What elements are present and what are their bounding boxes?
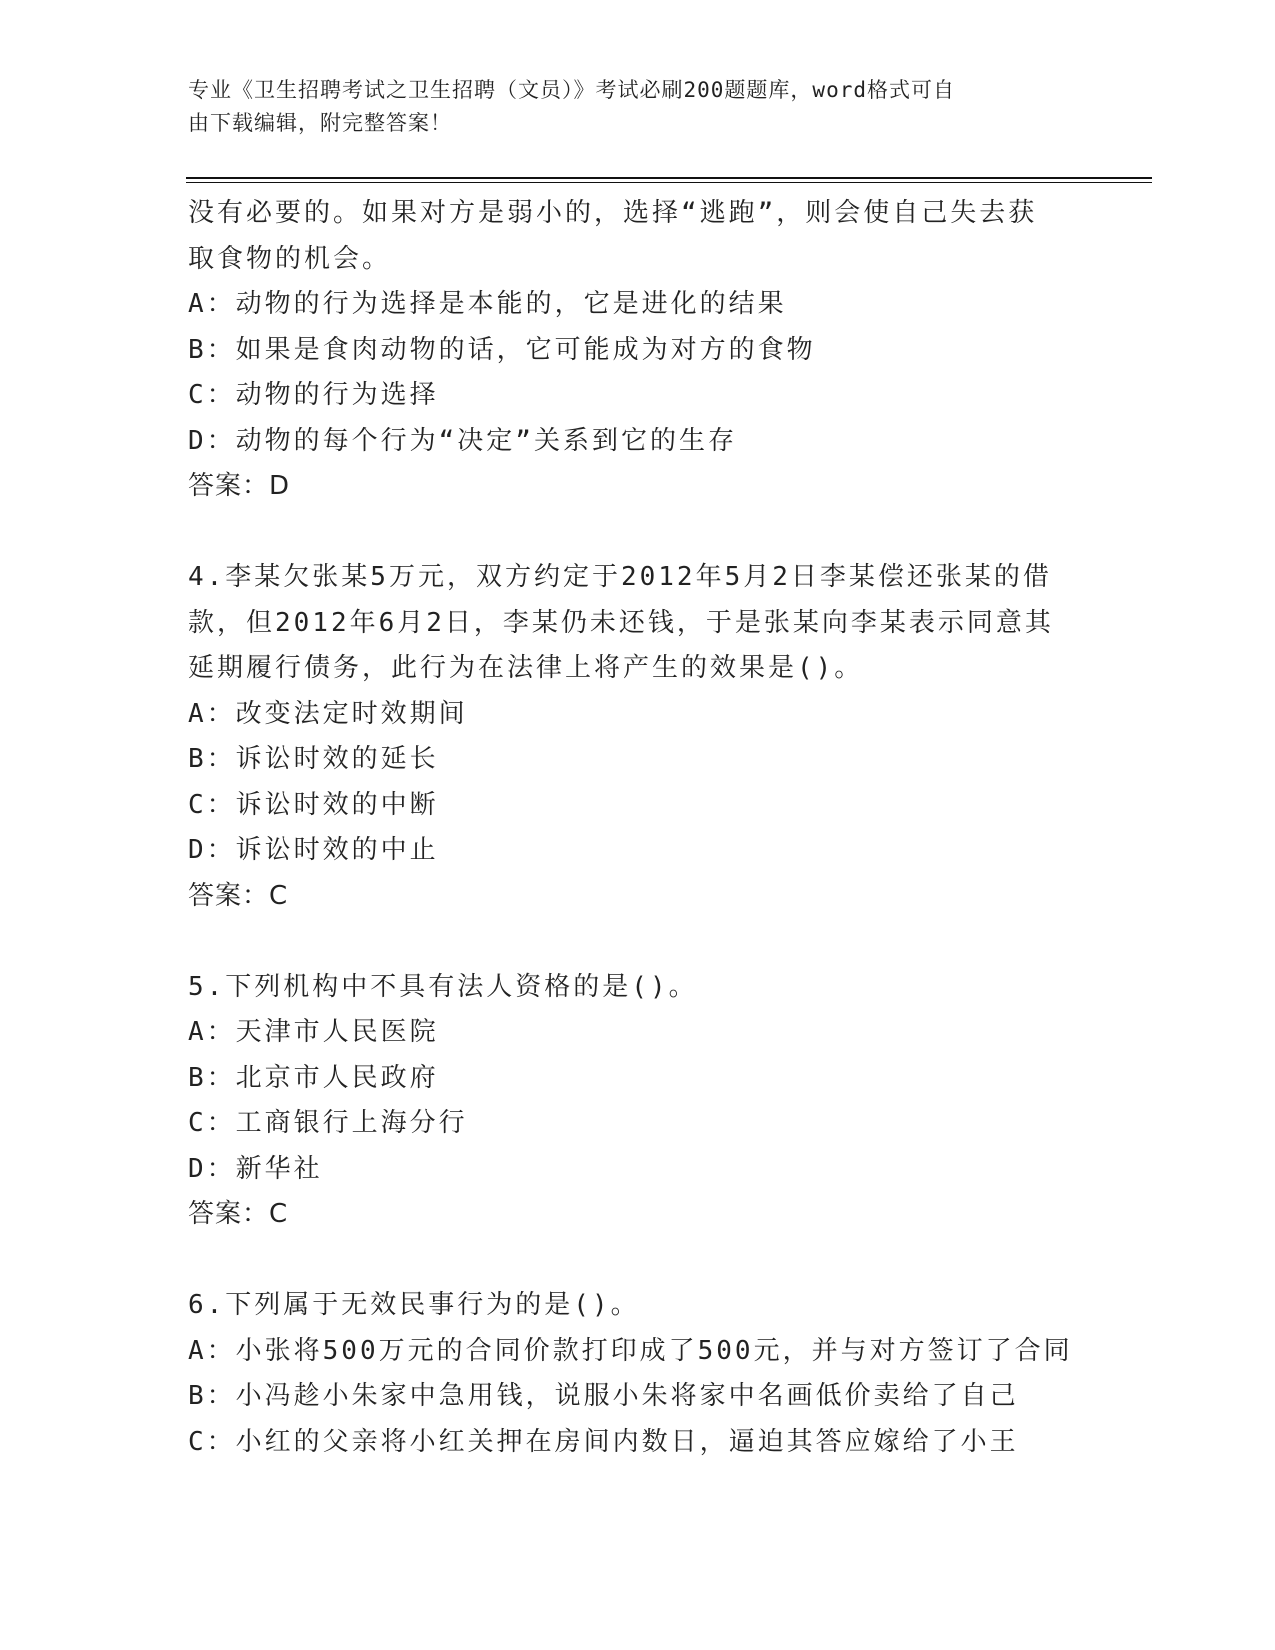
question-5	[188, 965, 1088, 1238]
document-header	[188, 74, 1068, 140]
header-title-line-2: 由下载编辑，附完整答案！	[188, 111, 452, 135]
option-b: B：北京市人民政府	[188, 1062, 439, 1093]
header-divider-thick	[186, 177, 1152, 179]
question-list	[188, 191, 1088, 1465]
question-spacer	[188, 510, 1088, 556]
question-stem-line: 5.下列机构中不具有法人资格的是()。	[188, 971, 698, 1002]
option-a: A：动物的行为选择是本能的，它是进化的结果	[188, 289, 787, 319]
option-a: A：小张将500万元的合同价款打印成了500元，并与对方签订了合同	[188, 1335, 1073, 1366]
answer-label: 答案：D	[188, 471, 291, 501]
question-3	[188, 191, 1088, 510]
option-b: B：小冯趁小朱家中急用钱，说服小朱将家中名画低价卖给了自己	[188, 1381, 1019, 1411]
option-c: C：诉讼时效的中断	[188, 789, 439, 820]
option-d: D：新华社	[188, 1153, 323, 1184]
header-title-line-1: 专业《卫生招聘考试之卫生招聘（文员）》考试必刷200题题库，word格式可自	[188, 78, 955, 102]
option-a: A：改变法定时效期间	[188, 698, 468, 729]
question-stem-line: 6.下列属于无效民事行为的是()。	[188, 1290, 640, 1320]
option-b: B：如果是食肉动物的话，它可能成为对方的食物	[188, 334, 816, 365]
question-stem-line: 取食物的机会。	[188, 243, 392, 274]
option-d: D：诉讼时效的中止	[188, 835, 439, 865]
question-4	[188, 555, 1088, 919]
option-b: B：诉讼时效的延长	[188, 744, 439, 774]
header-divider-thin	[186, 182, 1152, 183]
question-stem-line: 没有必要的。如果对方是弱小的，选择“逃跑”，则会使自己失去获	[188, 198, 1038, 228]
option-c: C：小红的父亲将小红关押在房间内数日，逼迫其答应嫁给了小王	[188, 1426, 1019, 1457]
question-stem-line: 款，但2012年6月2日，李某仍未还钱，于是张某向李某表示同意其	[188, 607, 1054, 638]
answer-label: 答案：C	[188, 1199, 289, 1229]
answer-label: 答案：C	[188, 880, 289, 911]
option-d: D：动物的每个行为“决定”关系到它的生存	[188, 425, 737, 456]
question-stem-line: 4.李某欠张某5万元，双方约定于2012年5月2日李某偿还张某的借	[188, 562, 1052, 592]
question-spacer	[188, 1238, 1088, 1284]
option-c: C：动物的行为选择	[188, 380, 439, 410]
question-stem-line: 延期履行债务，此行为在法律上将产生的效果是()。	[188, 653, 864, 683]
question-spacer	[188, 919, 1088, 965]
question-6	[188, 1283, 1088, 1465]
option-a: A：天津市人民医院	[188, 1017, 439, 1047]
option-c: C：工商银行上海分行	[188, 1108, 468, 1138]
